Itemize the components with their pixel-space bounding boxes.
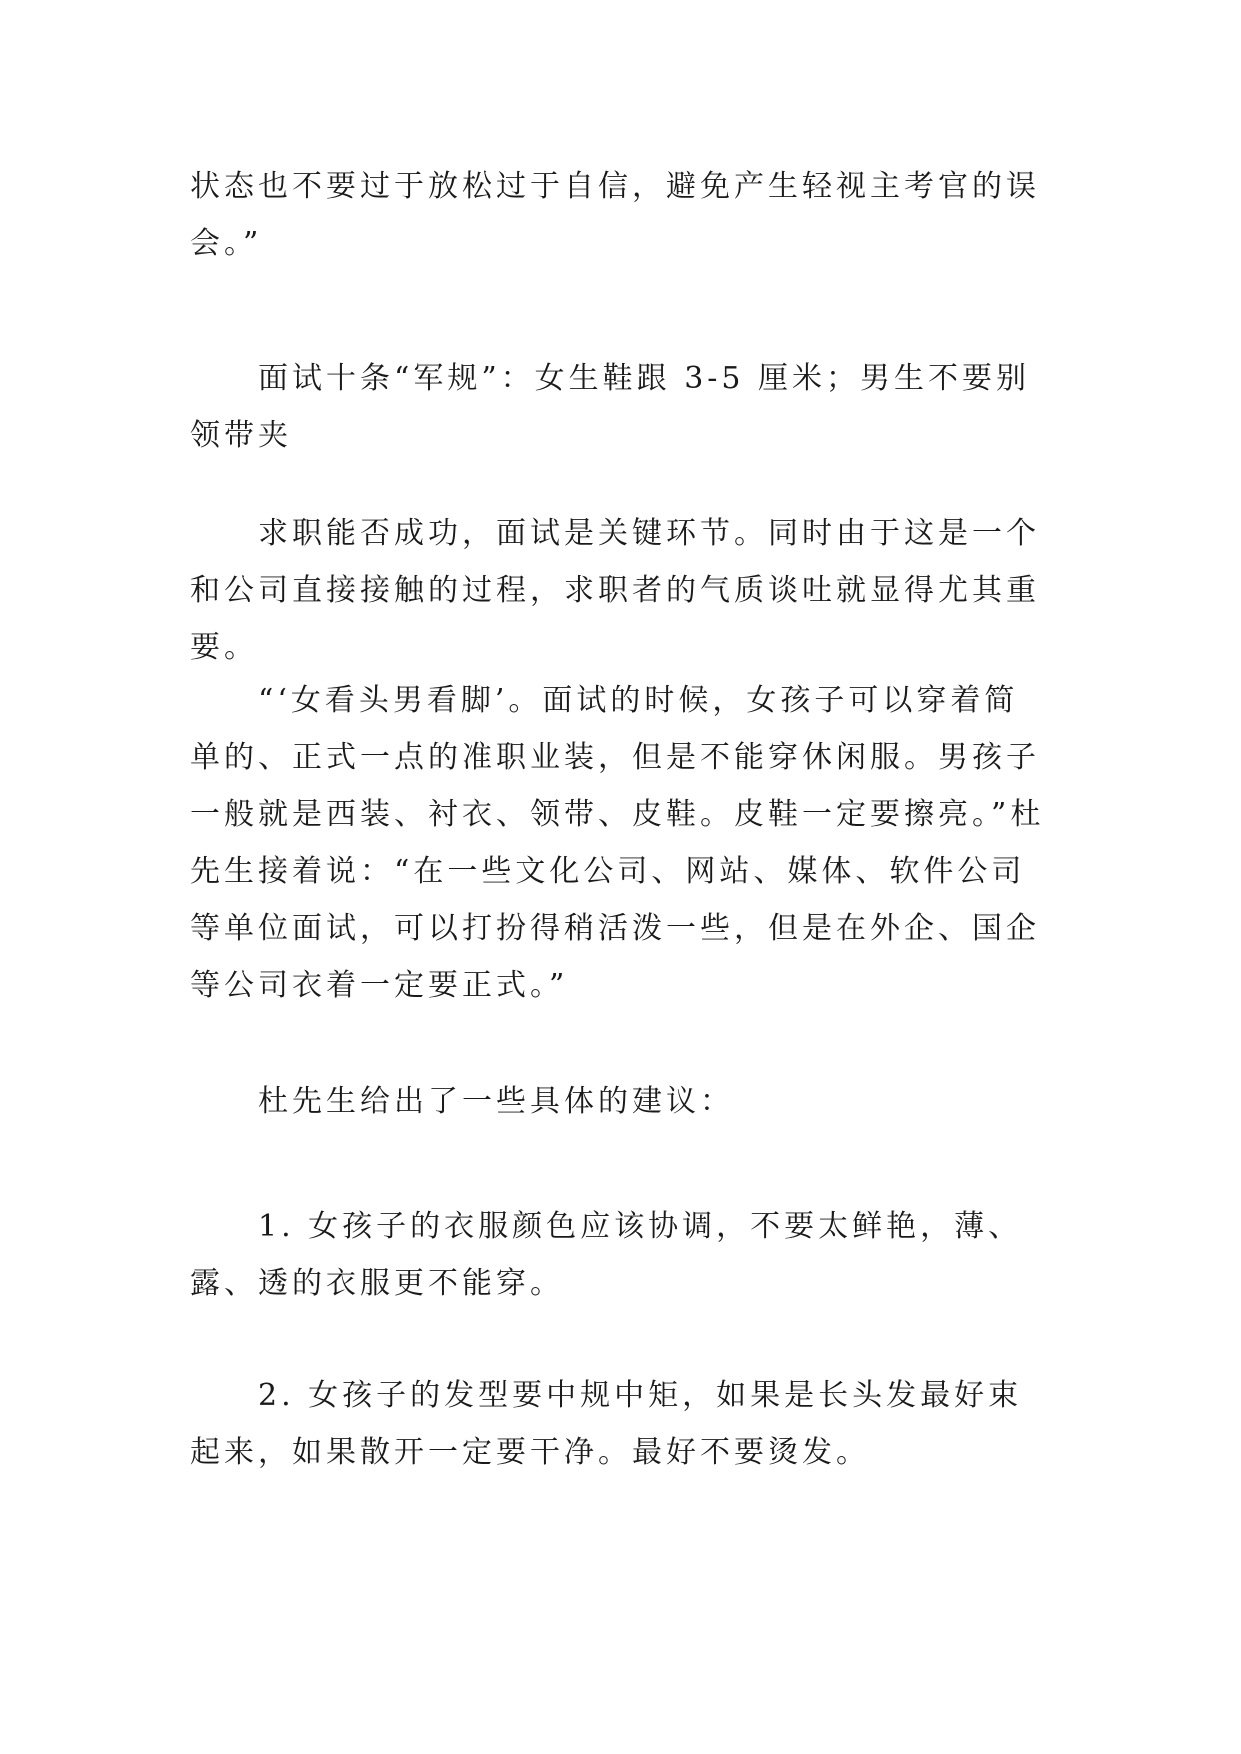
paragraph-continuation: 状态也不要过于放松过于自信，避免产生轻视主考官的误会。” [190,169,1040,261]
paragraph-advice-lead: 杜先生给出了一些具体的建议： [258,1084,734,1119]
paragraph-quote: “‘女看头男看脚’。面试的时候，女孩子可以穿着简单的、正式一点的准职业装，但是不能穿休闲服。男孩子一般就是西装、衬衣、领带、皮鞋。皮鞋一定要擦亮。”杜先生接着说：“在一些文化公司、网站、媒体、软件公司等单位面试，可以打扮得稍活泼一些，但是在外企、国企等公司衣着一定要正式。” [190,683,1045,1003]
list-item-1: 1. 女孩子的衣服颜色应该协调，不要太鲜艳，薄、露、透的衣服更不能穿。 [190,1209,1023,1301]
paragraph-intro: 求职能否成功，面试是关键环节。同时由于这是一个和公司直接接触的过程，求职者的气质谈吐就显得尤其重要。 [190,516,1040,665]
section-heading: 面试十条“军规”：女生鞋跟 3-5 厘米；男生不要别领带夹 [190,361,1031,453]
list-item-2: 2. 女孩子的发型要中规中矩，如果是长头发最好束起来，如果散开一定要干净。最好不要烫发。 [190,1378,1023,1470]
